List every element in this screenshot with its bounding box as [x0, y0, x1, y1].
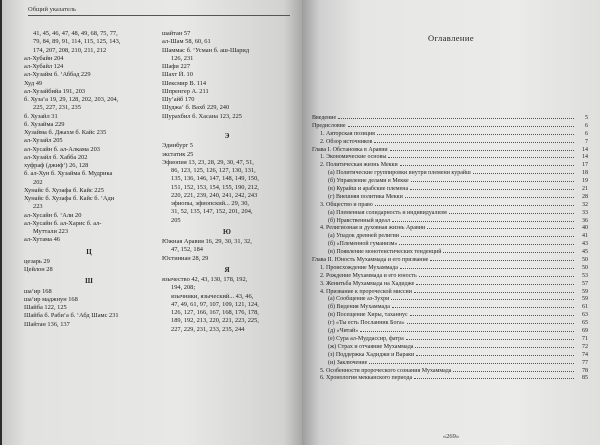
toc-page: 7 — [585, 138, 588, 145]
toc-title: (в) Появление монотеистических тенденций — [328, 249, 442, 256]
index-entry: 126, 231 — [171, 54, 194, 62]
toc-leader-dots — [390, 145, 574, 151]
toc-row — [312, 239, 588, 247]
toc-title: (а) Упадок древней религии — [328, 233, 400, 240]
toc-row — [312, 208, 588, 216]
index-entry: б. Хуза‘а 19, 29, 128, 202, 203, 204, — [24, 96, 119, 103]
toc-row — [312, 334, 588, 342]
index-entry: б. Хузайл 31 — [24, 112, 58, 120]
index-entry: 47, 152, 184 — [171, 246, 203, 254]
toc-row — [312, 200, 588, 208]
table-of-contents — [312, 113, 588, 381]
toc-row — [312, 176, 588, 184]
toc-page: 78 — [582, 367, 588, 374]
toc-title: (а) Племенная солидарность и индивидуализм — [328, 209, 447, 216]
toc-page: 6 — [585, 122, 588, 129]
index-entry: Шу‘айб 170 — [162, 96, 195, 103]
index-spacer — [162, 121, 292, 129]
toc-leader-dots — [388, 152, 574, 158]
toc-page: 74 — [582, 351, 588, 358]
toc-row — [312, 216, 588, 224]
toc-title: (в) Посещение Хиры, таханнус — [328, 312, 408, 319]
index-entry: 31, 52, 135, 147, 152, 201, 204, — [171, 208, 253, 216]
toc-leader-dots — [430, 255, 574, 261]
toc-page: 33 — [582, 209, 588, 216]
toc-row — [312, 294, 588, 302]
index-entry: Худ 49 — [24, 79, 43, 87]
toc-row — [312, 168, 588, 176]
index-entry: ал-Хузайл 205 — [24, 137, 63, 145]
toc-title: (д) «Читай» — [328, 328, 359, 335]
index-entry: 41, 45, 46, 47, 48, 49, 68, 75, 77, — [33, 30, 118, 37]
index-entry: ал-Хутама 46 — [24, 236, 60, 244]
toc-title: (ж) Страх и отчаяние Мухаммада — [328, 343, 414, 350]
index-entry: 135, 136, 146, 147, 148, 149, 150, — [171, 175, 259, 183]
toc-row — [312, 358, 588, 366]
toc-leader-dots — [375, 200, 574, 206]
toc-title: 3. Общество и право — [320, 201, 373, 208]
toc-leader-dots — [374, 137, 574, 143]
toc-row — [312, 287, 588, 295]
toc-title: 4. Религиозная и духовная жизнь Аравии — [320, 225, 426, 232]
index-entry: Хузайма б. Джахм б. Кайс 235 — [24, 129, 107, 136]
toc-title: 1. Экономические основы — [320, 154, 387, 161]
index-entry: ал-Хузайбийа 191, 203 — [24, 87, 86, 95]
toc-title: Введение — [312, 115, 337, 121]
index-entry: 205 — [171, 216, 181, 224]
toc-title: 6. Хронология мекканского периода — [320, 375, 413, 382]
index-entry: Шайба б. Раби‘а б. ‘Абд Шамс 231 — [24, 312, 119, 320]
index-entry: б. ал-Хун б. Хузайма б. Мудрика — [24, 170, 113, 178]
toc-leader-dots — [405, 192, 574, 198]
toc-title: 3. Женитьба Мухаммада на Хадидже — [320, 280, 415, 287]
contents-title: Оглавление — [428, 33, 474, 43]
toc-leader-dots — [443, 247, 574, 253]
toc-title: (г) «Ты есть Посланник Бога» — [328, 320, 405, 327]
index-entry: Шексмир В. 114 — [162, 79, 207, 87]
index-entry: Южная Аравия 16, 29, 30, 31, 32, — [162, 238, 252, 245]
toc-page: 43 — [582, 241, 588, 248]
toc-leader-dots — [391, 294, 574, 300]
index-entry: 47, 49, 61, 97, 107, 109, 121, 124, — [171, 300, 259, 308]
toc-row — [312, 350, 588, 358]
toc-page: 18 — [582, 170, 588, 177]
toc-page: 21 — [582, 186, 588, 193]
toc-leader-dots — [416, 279, 574, 285]
index-entry: язычники, языческий... 43, 46, — [171, 292, 254, 300]
index-entry: 202 — [33, 178, 43, 186]
index-entry: Шаммас б. ‘Усман б. аш-Шарид — [162, 46, 250, 54]
toc-title: (з) Поддержка Хадиджи и Вараки — [328, 351, 415, 358]
index-letter-heading: Ц — [86, 247, 92, 256]
toc-page: 50 — [582, 257, 588, 264]
index-letter-heading: Э — [224, 132, 230, 140]
toc-row — [312, 326, 588, 334]
index-entry: 194, 208; — [171, 284, 196, 292]
index-entry: Эфиопия 13, 23, 28, 29, 30, 47, 51, — [162, 158, 254, 166]
toc-leader-dots — [416, 350, 574, 356]
toc-page: 61 — [582, 304, 588, 311]
toc-leader-dots — [369, 358, 574, 364]
toc-page: 14 — [582, 154, 588, 161]
toc-row — [312, 192, 588, 200]
toc-leader-dots — [414, 287, 574, 293]
toc-page: 17 — [582, 162, 588, 169]
index-entry: 220, 221, 239, 240, 241, 242, 243 — [171, 191, 258, 199]
toc-row — [312, 184, 588, 192]
toc-row — [312, 373, 588, 381]
index-entry: Цейлон 28 — [24, 266, 53, 273]
toc-row — [312, 113, 588, 121]
index-entry: 223 — [33, 203, 43, 211]
toc-leader-dots — [419, 271, 574, 277]
index-column-right — [162, 30, 292, 334]
toc-page: 14 — [582, 146, 588, 153]
toc-page: 45 — [582, 249, 588, 256]
toc-leader-dots — [399, 239, 574, 245]
index-entry: 189, 192, 213, 220, 221, 223, 225, — [171, 317, 259, 325]
index-entry: 174, 207, 208, 210, 211, 212 — [33, 46, 107, 54]
toc-title: 1. Авторская позиция — [320, 130, 375, 137]
toc-page: 19 — [582, 178, 588, 185]
toc-page: 28 — [582, 193, 588, 200]
page-number: «269» — [442, 433, 460, 440]
toc-leader-dots — [401, 231, 574, 237]
index-entry: ал-Хузайм б. ‘Аббад 229 — [24, 71, 91, 79]
toc-page: 41 — [582, 233, 588, 240]
index-entry: Юстиниан 28, 29 — [162, 254, 209, 262]
index-entry: Шурахбил б. Хасана 123, 225 — [162, 112, 242, 120]
toc-row — [312, 255, 588, 263]
toc-title: (б) Управление делами в Мекке — [328, 178, 409, 185]
toc-page: 65 — [582, 320, 588, 327]
toc-page: 59 — [582, 296, 588, 303]
toc-row — [312, 302, 588, 310]
toc-leader-dots — [473, 168, 574, 174]
toc-row — [312, 310, 588, 318]
toc-page: 32 — [582, 201, 588, 208]
index-entry: Хунайс б. Хузафа б. Кайс 225 — [24, 186, 104, 194]
toc-leader-dots — [410, 310, 574, 316]
index-entry: цезарь 29 — [24, 257, 50, 265]
toc-row — [312, 129, 588, 137]
toc-title: Глава I. Обстановка в Аравии — [312, 146, 388, 153]
toc-leader-dots — [406, 334, 574, 340]
toc-leader-dots — [410, 184, 574, 190]
index-entry: 151, 152, 153, 154, 155, 190, 212, — [171, 183, 259, 191]
toc-page: 50 — [582, 264, 588, 271]
index-letter-heading: Ш — [85, 277, 93, 286]
toc-title: Предисловие — [312, 122, 346, 129]
toc-title: (б) Видения Мухаммада — [328, 304, 390, 311]
toc-leader-dots — [392, 302, 574, 308]
index-entry: 126, 127, 166, 167, 168, 176, 178, — [171, 309, 259, 316]
index-entry: хуфраф (джиф‘) 26, 128 — [24, 162, 89, 169]
toc-row — [312, 145, 588, 153]
index-entry: Шуджа‘ б. Вахб 229, 240 — [162, 104, 230, 112]
toc-row — [312, 318, 588, 326]
toc-title: 2. Политическая жизнь Мекки — [320, 162, 398, 169]
toc-leader-dots — [338, 113, 574, 119]
toc-row — [312, 271, 588, 279]
toc-page: 6 — [585, 130, 588, 137]
toc-leader-dots — [453, 366, 574, 372]
toc-title: 4. Призвание к пророческой миссии — [320, 288, 412, 295]
toc-row — [312, 160, 588, 168]
toc-title: (в) Курайш и арабские племена — [328, 186, 409, 193]
running-head: Общий указатель — [28, 6, 290, 16]
toc-title: (б) Нравственный идеал — [328, 217, 390, 224]
index-letter-heading: Я — [224, 265, 230, 274]
toc-leader-dots — [449, 208, 574, 214]
toc-row — [312, 247, 588, 255]
index-entry: шайтан 57 — [162, 30, 191, 37]
toc-title: 1. Происхождение Мухаммада — [320, 264, 398, 271]
index-entry: ша‘ир 168 — [24, 287, 52, 295]
toc-leader-dots — [360, 326, 574, 332]
index-entry: ал-Хусайн б. ‘Али 20 — [24, 211, 82, 219]
left-page-index — [2, 0, 302, 445]
index-entry: ал-Шам 58, 60, 61 — [162, 38, 211, 46]
toc-row — [312, 263, 588, 271]
index-entry: эфиопы, эфиопский... 29, 30, — [171, 200, 249, 207]
toc-page: 77 — [582, 359, 588, 366]
toc-row — [312, 366, 588, 374]
index-entry: Шайба 122, 125 — [24, 304, 67, 311]
toc-title: (б) «Племенной гуманизм» — [328, 241, 398, 248]
toc-page: 40 — [582, 225, 588, 232]
index-entry: ал-Хузайл б. Хабба 202 — [24, 153, 88, 161]
toc-page: 36 — [582, 217, 588, 224]
index-entry: ал-Хусайн б. ал-Алкама 203 — [24, 145, 100, 153]
toc-leader-dots — [411, 176, 574, 182]
toc-row — [312, 223, 588, 231]
toc-row — [312, 342, 588, 350]
index-entry: 86, 123, 125, 126, 127, 130, 131, — [171, 167, 256, 174]
toc-leader-dots — [348, 121, 574, 127]
toc-leader-dots — [427, 223, 574, 229]
index-entry: Шахт Й. 10 — [162, 71, 193, 79]
toc-title: Глава II. Юность Мухаммада и его призвание — [312, 257, 429, 264]
toc-title: (а) Политические группировки внутри племени курайш — [328, 170, 471, 177]
toc-page: 71 — [582, 335, 588, 342]
toc-row — [312, 137, 588, 145]
index-entry: язычество 42, 43, 130, 178, 192, — [162, 276, 248, 283]
toc-page: 63 — [582, 312, 588, 319]
toc-page: 5 — [585, 115, 588, 121]
index-entry: Шайтан 136, 137 — [24, 320, 70, 328]
index-entry: Хунайс б. Хузафа б. Кайс б. ‘Ади — [24, 195, 115, 202]
right-page-contents — [302, 0, 600, 445]
toc-page: 57 — [582, 280, 588, 287]
index-entry: ал-Хубайн 204 — [24, 54, 64, 62]
toc-title: 2. Рождение Мухаммада и его юность — [320, 272, 417, 279]
toc-leader-dots — [415, 342, 574, 348]
index-column-left — [24, 30, 154, 329]
index-entry: Шафи 227 — [162, 63, 191, 70]
index-entry: 225, 227, 231, 235 — [33, 104, 81, 112]
index-entry: ал-Хусайн б. ал-Харис б. ал- — [24, 219, 102, 227]
toc-row — [312, 152, 588, 160]
index-entry: 227, 229, 231, 233, 235, 244 — [171, 325, 245, 333]
index-entry: Муттали 223 — [33, 228, 69, 235]
toc-row — [312, 121, 588, 129]
index-entry: экстатик 25 — [162, 150, 194, 158]
index-entry: б. Хузайма 229 — [24, 120, 65, 128]
index-entry: 79, 84, 89, 91, 114, 115, 125, 143, — [33, 38, 121, 46]
toc-title: 2. Обзор источников — [320, 138, 373, 145]
toc-row — [312, 279, 588, 287]
open-book — [2, 0, 600, 445]
toc-page: 59 — [582, 288, 588, 295]
toc-leader-dots — [392, 216, 574, 222]
toc-leader-dots — [407, 318, 574, 324]
index-letter-heading: Ю — [223, 227, 231, 236]
toc-page: 53 — [582, 272, 588, 279]
toc-leader-dots — [377, 129, 574, 135]
toc-leader-dots — [414, 373, 574, 379]
index-entry: Эдинбург 5 — [162, 142, 193, 150]
index-entry: ал-Хубайл 124 — [24, 63, 64, 70]
toc-row — [312, 231, 588, 239]
toc-page: 72 — [582, 343, 588, 350]
toc-title: (е) Сура ал-Муддассир, фатра — [328, 335, 404, 342]
toc-leader-dots — [400, 160, 574, 166]
toc-title: (г) Внешняя политика Мекки — [328, 193, 403, 200]
index-entry: Шпренгер А. 211 — [162, 87, 209, 95]
toc-title: 5. Особенности пророческого сознания Мухаммада — [320, 367, 452, 374]
toc-page: 85 — [582, 375, 588, 382]
toc-leader-dots — [400, 263, 574, 269]
index-entry: ша‘ир маджнун 168 — [24, 295, 78, 303]
toc-title: (а) Сообщение аз-Зухри — [328, 296, 390, 303]
toc-page: 69 — [582, 328, 588, 335]
toc-title: (и) Заключение — [328, 359, 368, 366]
